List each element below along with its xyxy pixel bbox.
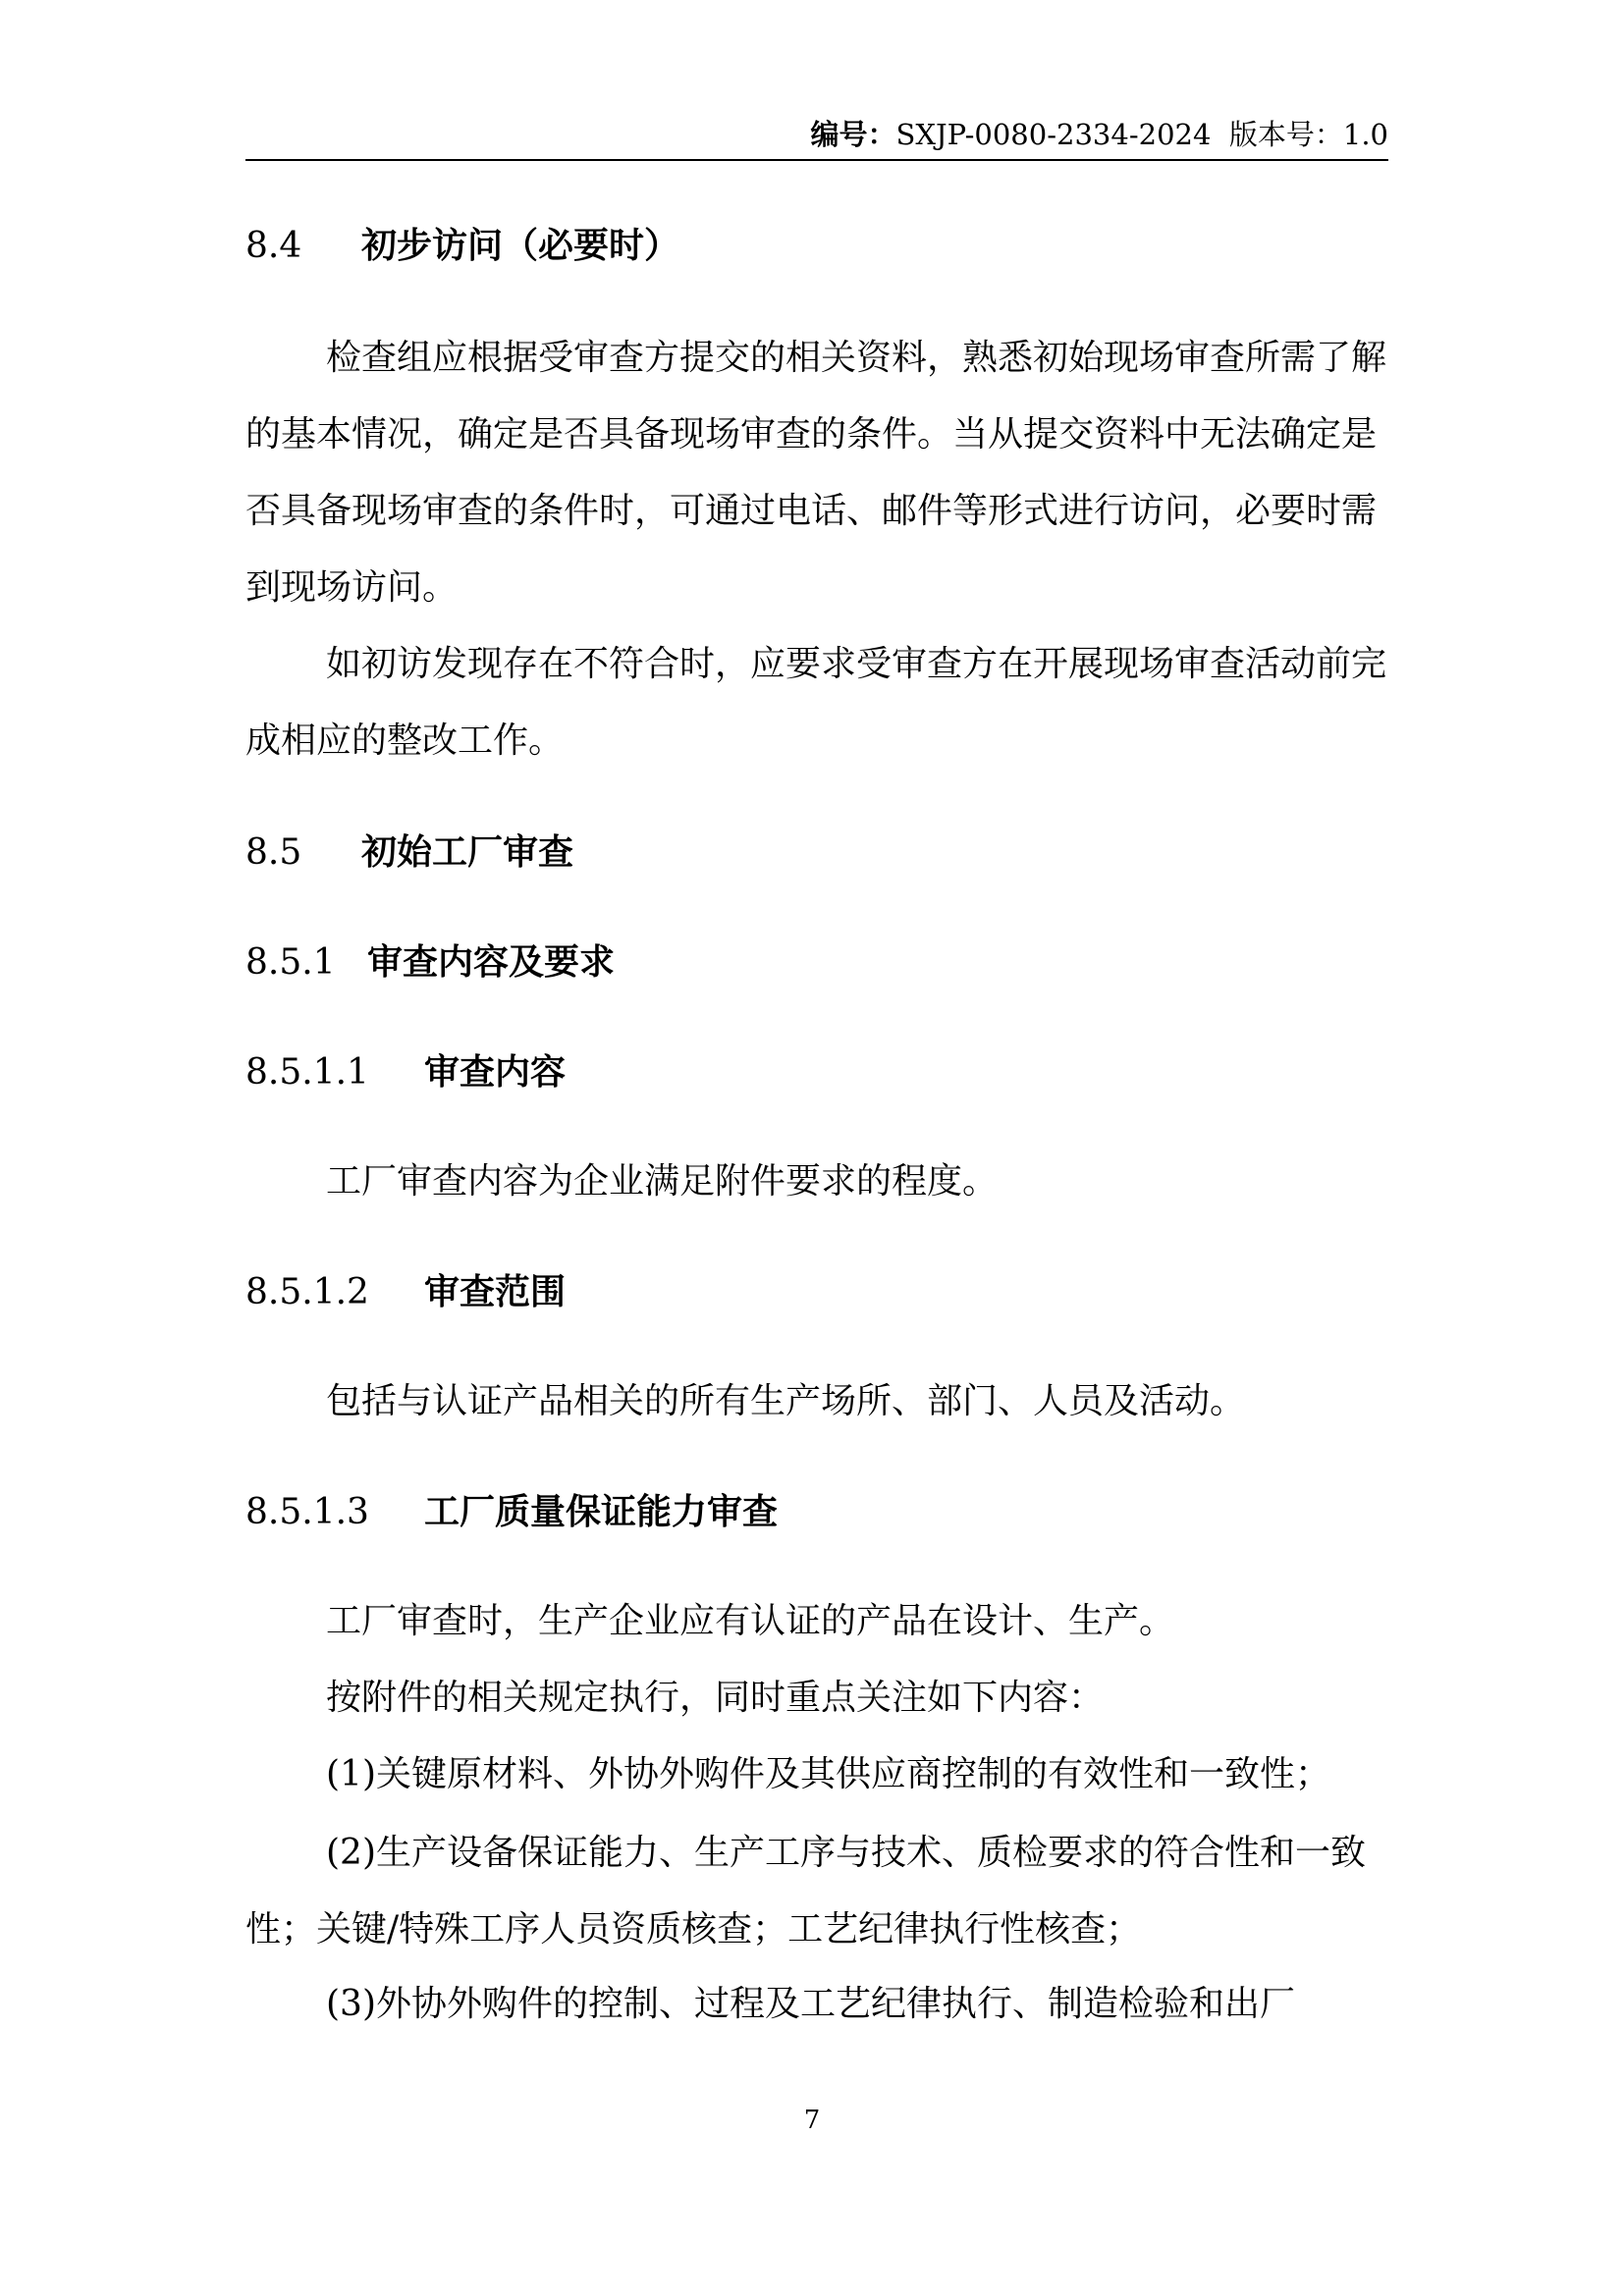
paragraph-8-5-1-2: 包括与认证产品相关的所有生产场所、部门、人员及活动。 <box>326 1381 1246 1421</box>
paragraph-8-5-1-3-2: 按附件的相关规定执行，同时重点关注如下内容： <box>326 1678 1105 1718</box>
heading-title: 审查内容 <box>424 1051 567 1093</box>
version-label: 版本号： <box>1228 118 1343 151</box>
heading-8-4 <box>245 218 1388 274</box>
heading-number: 8.5 <box>245 832 302 873</box>
heading-number: 8.5.1 <box>245 942 336 983</box>
heading-title: 初始工厂审查 <box>361 831 574 873</box>
code-label: 编号： <box>810 118 896 151</box>
paragraph-8-5-1-1: 工厂审查内容为企业满足附件要求的程度。 <box>326 1161 999 1201</box>
heading-8-5-1-1 <box>245 1044 1388 1100</box>
heading-8-5-1 <box>245 934 1388 990</box>
header-divider <box>245 159 1388 161</box>
paragraph-8-4-2: 如初访发现存在不符合时，应要求受审查方在开展现场审查活动前完成相应的整改工作。 <box>245 644 1387 761</box>
heading-title: 审查内容及要求 <box>367 941 616 983</box>
paragraph-8-4-1: 检查组应根据受审查方提交的相关资料，熟悉初始现场审查所需了解的基本情况，确定是否具备现场审查的条件。当从提交资料中无法确定是否具备现场审查的条件时，可通过电话、邮件等形式进行访问，必要时需到现场访问。 <box>245 338 1387 608</box>
list-item-2: (2)生产设备保证能力、生产工序与技术、质检要求的符合性和一致性；关键/特殊工序人员资质核查；工艺纪律执行性核查； <box>245 1833 1366 1949</box>
code-value: SXJP-0080-2334-2024 <box>895 118 1212 151</box>
heading-number: 8.5.1.1 <box>245 1052 369 1093</box>
paragraph-8-5-1-3-1: 工厂审查时，生产企业应有认证的产品在设计、生产。 <box>326 1601 1175 1641</box>
version-value: 1.0 <box>1342 118 1388 151</box>
heading-title: 工厂质量保证能力审查 <box>424 1491 779 1532</box>
heading-number: 8.5.1.2 <box>245 1272 369 1312</box>
heading-title: 审查范围 <box>424 1271 567 1312</box>
list-item-3: (3)外协外购件的控制、过程及工艺纪律执行、制造检验和出厂 <box>326 1984 1295 2024</box>
document-header <box>245 110 1388 159</box>
heading-number: 8.5.1.3 <box>245 1492 369 1532</box>
heading-8-5-1-3 <box>245 1484 1388 1540</box>
page-number: 7 <box>803 2106 821 2135</box>
heading-title: 初步访问（必要时） <box>361 225 680 266</box>
heading-8-5 <box>245 825 1388 881</box>
heading-number: 8.4 <box>245 226 302 266</box>
list-item-1: (1)关键原材料、外协外购件及其供应商控制的有效性和一致性； <box>326 1754 1330 1794</box>
heading-8-5-1-2 <box>245 1264 1388 1320</box>
